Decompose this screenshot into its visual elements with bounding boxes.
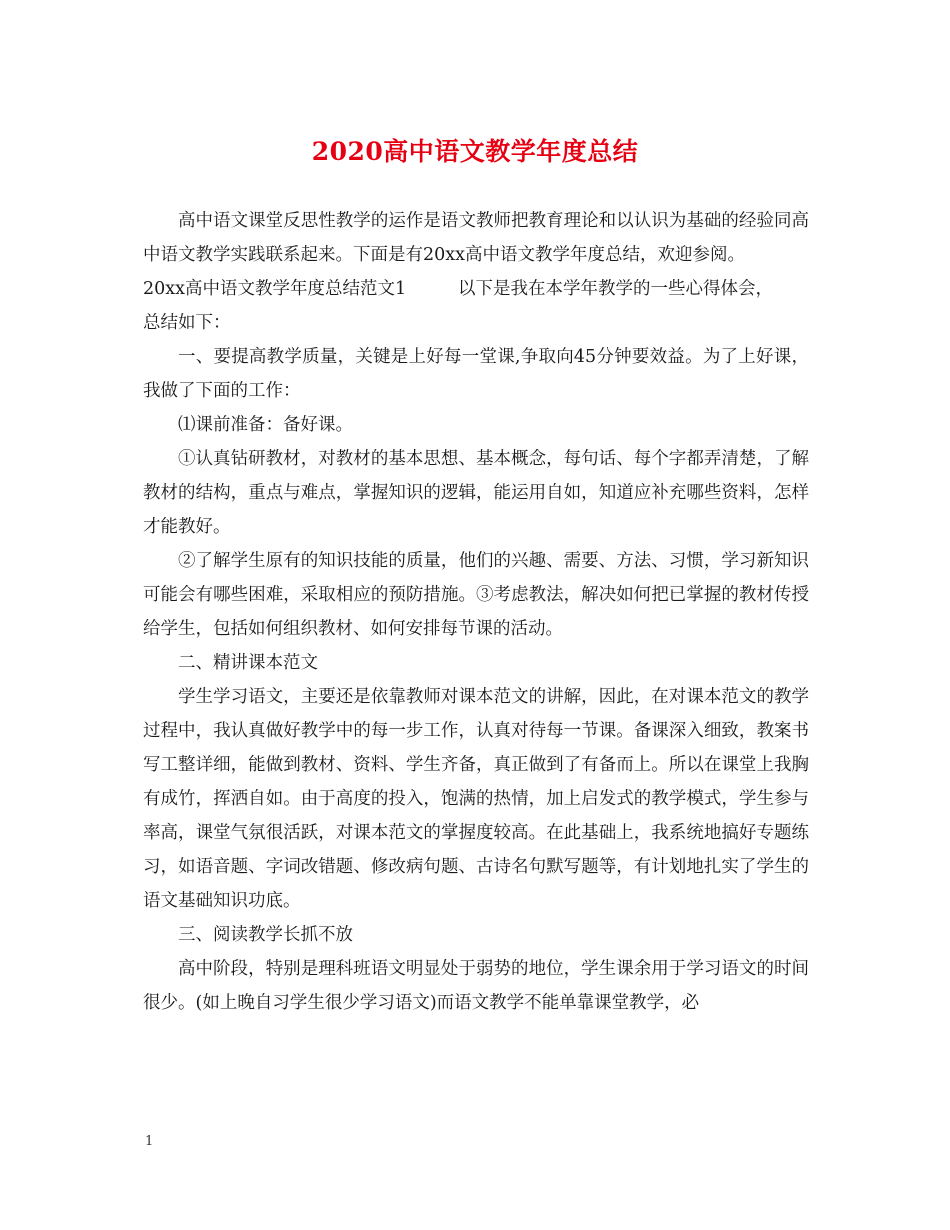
section-heading-2: 二、精讲课本范文 [178,653,318,673]
paragraph-5: 学生学习语文，主要还是依靠教师对课本范文的讲解，因此，在对课本范文的教学过程中，我认真做好教学中的每一步工作，认真对待每一节课。备课深入细致，教案书写工整详细，能做到教材、资料、学生齐备，真正做到了有备而上。所以在课堂上我胸有成竹，挥洒自如。由于高度的投入，饱满的热情，加上启发式的教学模式，学生参与率高，课堂气氛很活跃，对课本范文的掌握度较高。在此基础上，我系统地搞好专题练习，如语音题、字词改错题、修改病句题、古诗名句默写题等，有计划地扎实了学生的语文基础知识功底。 [143,687,809,911]
paragraph-2: ⑴课前准备：备好课。 [178,415,353,435]
paragraph-3: ①认真钻研教材，对教材的基本思想、基本概念，每句话、每个字都弄清楚，了解教材的结构，重点与难点，掌握知识的逻辑，能运用自如，知道应补充哪些资料，怎样才能教好。 [143,449,809,537]
section-heading-3: 三、阅读教学长抓不放 [178,925,353,945]
section-subheading [143,272,809,306]
document-title: 2020高中语文教学年度总结 [311,137,639,166]
paragraph-1: 一、要提高教学质量，关键是上好每一堂课,争取向45分钟要效益。为了上好课，我做了下面的工作： [143,347,809,401]
subheading-title: 20xx高中语文教学年度总结范文1 [143,279,407,299]
intro-paragraph: 高中语文课堂反思性教学的运作是语文教师把教育理论和以认识为基础的经验同高中语文教学实践联系起来。下面是有20xx高中语文教学年度总结，欢迎参阅。 [143,211,809,265]
subheading-lead: 以下是我在本学年教学的一些心得体会， [458,279,773,299]
document-body [143,204,809,1020]
subheading-continuation: 总结如下： [143,313,231,333]
paragraph-4: ②了解学生原有的知识技能的质量，他们的兴趣、需要、方法、习惯，学习新知识可能会有哪些困难，采取相应的预防措施。③考虑教法，解决如何把已掌握的教材传授给学生，包括如何组织教材、如何安排每节课的活动。 [143,551,809,639]
page-number: 1 [145,1134,154,1149]
paragraph-6: 高中阶段，特别是理科班语文明显处于弱势的地位，学生课余用于学习语文的时间很少。(如上晚自习学生很少学习语文)而语文教学不能单靠课堂教学，必 [143,959,809,1013]
